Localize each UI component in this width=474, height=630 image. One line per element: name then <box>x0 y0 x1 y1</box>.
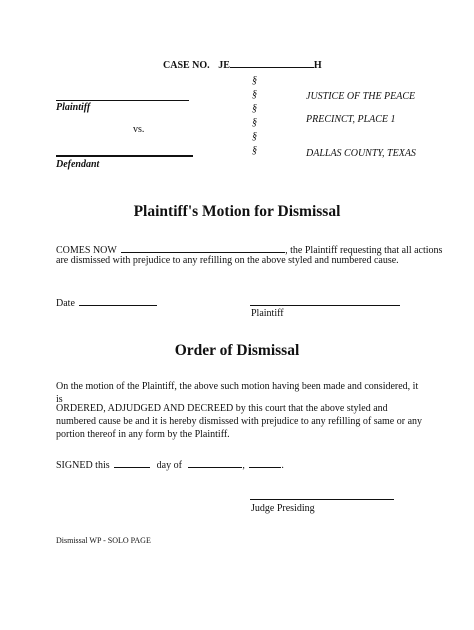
motion-title: Plaintiff's Motion for Dismissal <box>133 203 341 220</box>
plaintiff-name-blank[interactable] <box>121 243 285 253</box>
motion-body-part-1: , the Plaintiff requesting that all actions <box>285 245 443 256</box>
motion-body-part-2: are dismissed with prejudice to any refilling on the above styled and numbered cause. <box>56 255 399 266</box>
month-blank[interactable] <box>188 458 242 468</box>
plaintiff-signature-label: Plaintiff <box>251 308 284 319</box>
section-symbol: § <box>252 75 257 86</box>
signed-label: SIGNED this <box>56 460 110 471</box>
date-label: Date <box>56 298 75 309</box>
signed-period: . <box>281 460 284 471</box>
versus-label: vs. <box>133 124 145 135</box>
section-symbol: § <box>252 145 257 156</box>
defendant-label: Defendant <box>56 159 100 170</box>
judge-signature-line[interactable] <box>250 499 394 500</box>
judge-presiding-label: Judge Presiding <box>251 503 315 514</box>
signed-comma: , <box>242 460 245 471</box>
court-line-1: JUSTICE OF THE PEACE <box>306 91 416 102</box>
section-symbol: § <box>252 89 257 100</box>
case-suffix: H <box>313 60 322 71</box>
case-number-blank[interactable] <box>230 58 314 68</box>
motion-date-line <box>56 296 157 309</box>
court-line-3: DALLAS COUNTY, TEXAS <box>306 148 416 159</box>
order-title: Order of Dismissal <box>174 342 300 359</box>
plaintiff-name-line[interactable] <box>56 100 189 101</box>
section-symbol: § <box>252 131 257 142</box>
defendant-name-line[interactable] <box>56 155 193 157</box>
case-prefix: JE <box>218 60 230 71</box>
section-symbol: § <box>252 103 257 114</box>
day-of-label: day of <box>156 460 182 471</box>
signed-line <box>56 458 284 471</box>
plaintiff-label: Plaintiff <box>56 102 91 113</box>
form-id-footer: Dismissal WP - SOLO PAGE <box>56 536 151 545</box>
order-paragraph-2: ORDERED, ADJUDGED AND DECREED by this court that the above styled and numbered cause be and it is hereby dismissed with prejudice to any refilling of same or any portion thereof in any form by the Plaintiff. <box>56 403 423 440</box>
case-number-line <box>163 58 322 71</box>
day-blank[interactable] <box>114 458 150 468</box>
court-line-2: PRECINCT, PLACE 1 <box>306 114 396 125</box>
comes-now-label: COMES NOW <box>56 245 117 256</box>
order-paragraph-1: On the motion of the Plaintiff, the above such motion having been made and considered, it is <box>56 381 419 405</box>
case-no-label: CASE NO. <box>163 60 210 71</box>
year-blank[interactable] <box>249 458 281 468</box>
plaintiff-signature-line[interactable] <box>250 305 400 306</box>
date-blank[interactable] <box>79 296 157 306</box>
section-symbol: § <box>252 117 257 128</box>
